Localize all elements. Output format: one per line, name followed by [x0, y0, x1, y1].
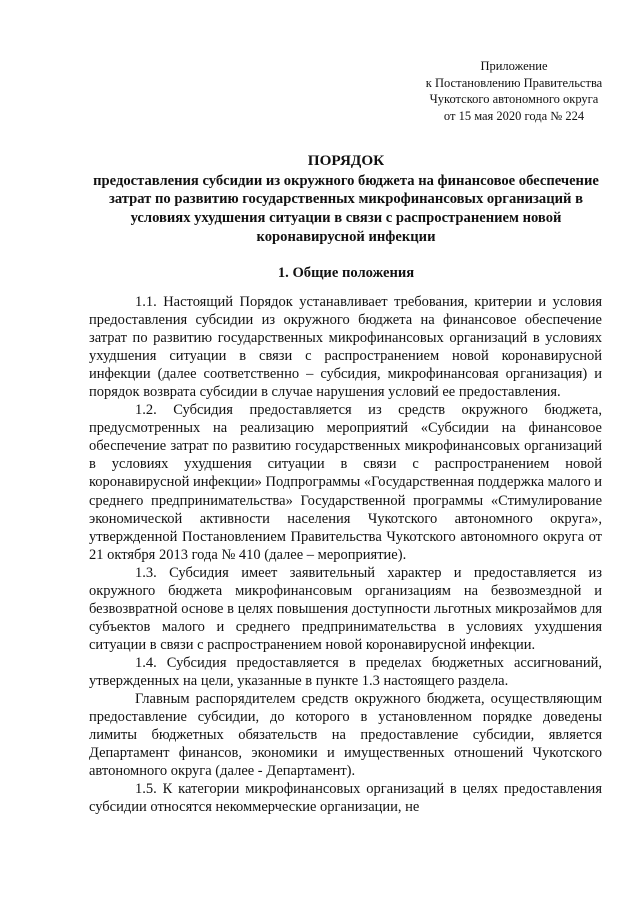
annex-reference: к Постановлению Правительства — [425, 75, 603, 90]
annex-label: Приложение — [480, 59, 548, 73]
annex-date-number: от 15 мая 2020 года № 224 — [443, 108, 585, 123]
annex-region: Чукотского автономного округа — [429, 92, 599, 107]
paragraph-1-5: 1.5. К категории микрофинансовых организаций в целях предоставления субсидии относятся некоммерческие организации, не — [89, 781, 602, 816]
section-heading: 1. Общие положения — [277, 265, 415, 281]
paragraph-1-4: 1.4. Субсидия предоставляется в пределах бюджетных ассигнований, утвержденных на цели, указанные в пункте 1.3 настоящего раздела. — [89, 654, 602, 689]
annex-block — [414, 58, 614, 124]
document-subtitle: предоставления субсидии из окружного бюджета на финансовое обеспечение затрат по развитию государственных микрофинансовых организаций в условиях ухудшения ситуации в связи с распространением новой коронавирусной инфекции — [93, 172, 599, 245]
paragraph-chief-administrator: Главным распорядителем средств окружного бюджета, осуществляющим предоставление субсидии, до которого в установленном порядке доведены лимиты бюджетных обязательств на предоставление субсидии, является Департамент финансов, экономики и имущественных отношений Чукотского автономного округа (далее - Департамент). — [89, 691, 602, 780]
document-title-block — [80, 152, 612, 247]
paragraph-1-2: 1.2. Субсидия предоставляется из средств окружного бюджета, предусмотренных на реализацию мероприятий «Субсидии на финансовое обеспечение затрат по развитию государственных микрофинансовых организаций в условиях ухудшения ситуации в связи с распространением новой коронавирусной инфекции» Подпрограммы «Государственная поддержка малого и среднего предпринимательства» Государственной программы «Стимулирование экономической активности населения Чукотского автономного округа», утвержденной Постановлением Правительства Чукотского автономного округа от 21 октября 2013 года № 410 (далее – мероприятие). — [89, 402, 602, 563]
document-body — [89, 293, 602, 816]
paragraph-1-3: 1.3. Субсидия имеет заявительный характер и предоставляется из окружного бюджета микрофинансовым организациям на безвозмездной и безвозвратной основе в целях повышения доступности льготных микрозаймов для субъектов малого и среднего предпринимательства в условиях ухудшения ситуации в связи с распространением новой коронавирусной инфекции. — [89, 564, 602, 653]
document-title: ПОРЯДОК — [307, 152, 385, 169]
paragraph-1-1: 1.1. Настоящий Порядок устанавливает требования, критерии и условия предоставления субсидии из окружного бюджета на финансовое обеспечение затрат по развитию государственных микрофинансовых организаций в условиях ухудшения ситуации в связи с распространением новой коронавирусной инфекции (далее соответственно – субсидия, микрофинансовая организация) и порядок возврата субсидии в случае нарушения условий ее предоставления. — [89, 294, 602, 401]
